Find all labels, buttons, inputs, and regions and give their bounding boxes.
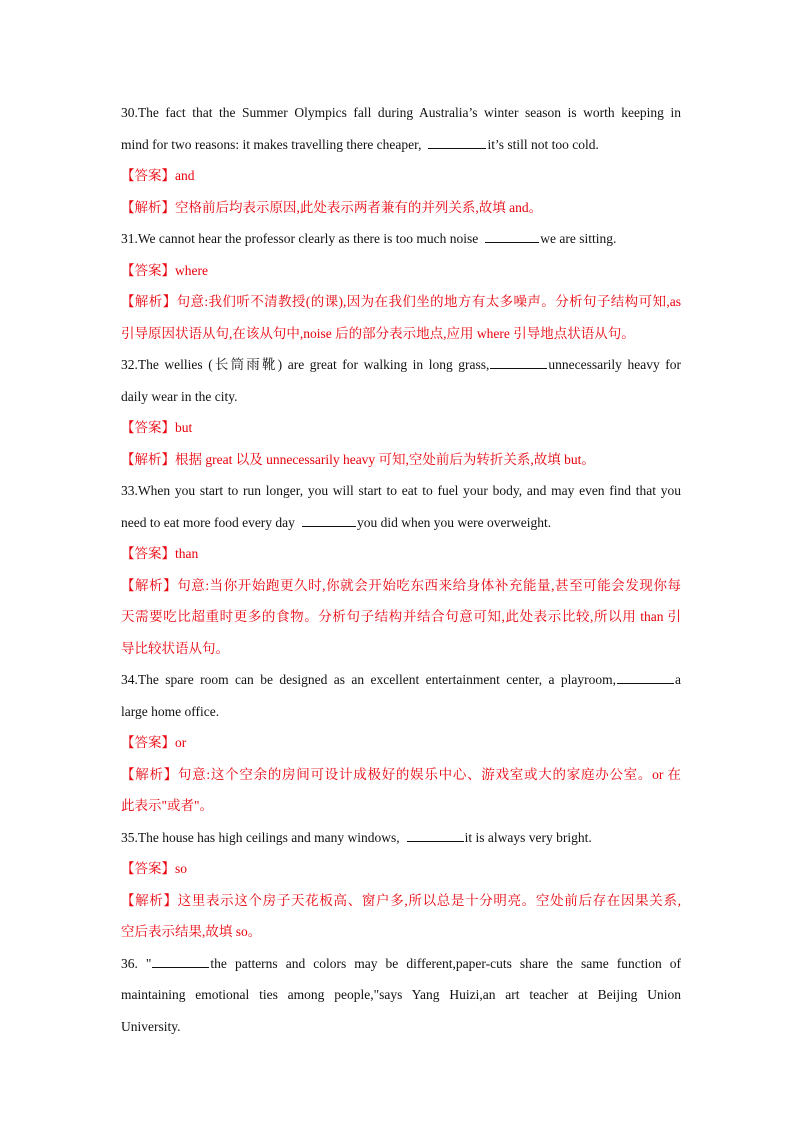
answer-30: 【答案】and [121,168,195,183]
answer-32: 【答案】but [121,420,193,435]
question-32-text-after-blank: unnecessarily heavy for [548,357,681,372]
answer-35: 【答案】so [121,861,188,876]
answer-blank-35 [407,830,464,842]
analysis-33-line-2: 天需要吃比超重时更多的食物。分析句子结构并结合句意可知,此处表示比较,所以用 than 引 [121,609,681,624]
analysis-33-line-1: 【解析】句意:当你开始跑更久时,你就会开始吃东西来给身体补充能量,甚至可能会发现你每 [121,577,681,593]
question-36-line-3: University. [121,1018,181,1034]
question-35-text-after-blank: it is always very bright. [464,829,592,845]
question-33-line-1: 33.When you start to run longer, you will start to eat to fuel your body, and may even find that you [121,483,681,498]
question-33-text-after-blank: you did when you were overweight. [356,514,552,530]
question-33-text-before-blank: need to eat more food every day [121,514,295,530]
analysis-34-line-2: 此表示"或者"。 [121,798,214,813]
answer-blank-34 [617,672,674,684]
answer-31: 【答案】where [121,262,208,278]
analysis-31-line-2: 引导原因状语从句,在该从句中,noise 后的部分表示地点,应用 where 引导地点状语从句。 [121,325,635,341]
question-36-line-1 [121,948,681,980]
question-30-text-before-blank: mind for two reasons: it makes travelling there cheaper, [121,136,422,152]
question-33-line-2 [121,507,681,539]
analysis-32: 【解析】根据 great 以及 unnecessarily heavy 可知,空处前后为转折关系,故填 but。 [121,451,595,467]
question-30-line-1: 30.The fact that the Summer Olympics fall during Australia’s winter season is worth keeping in [121,105,681,120]
answer-blank-36 [152,956,209,968]
document-page [121,97,681,1042]
question-34-text-before-blank: 34.The spare room can be designed as an excellent entertainment center, a playroom, [121,672,616,687]
answer-blank-32 [490,357,547,369]
analysis-35-line-2: 空后表示结果,故填 so。 [121,924,262,939]
question-30-line-2 [121,129,681,161]
question-34-text-after-blank: a [675,672,681,687]
analysis-30: 【解析】空格前后均表示原因,此处表示两者兼有的并列关系,故填 and。 [121,199,543,215]
answer-blank-33 [302,515,356,527]
question-36-text-after-blank: the patterns and colors may be different,paper-cuts share the same function of [210,955,681,971]
analysis-35-line-1: 【解析】这里表示这个房子天花板高、窗户多,所以总是十分明亮。空处前后存在因果关系, [121,892,681,908]
analysis-33-line-3: 导比较状语从句。 [121,640,229,656]
question-34-line-2: large home office. [121,703,220,719]
analysis-31-line-1: 【解析】句意:我们听不清教授(的课),因为在我们坐的地方有太多噪声。分析句子结构可知,as [121,294,681,309]
question-32-text-before-blank: 32.The wellies (长筒雨靴) are great for walking in long grass, [121,357,490,372]
answer-blank-30 [428,137,486,149]
analysis-34-line-1: 【解析】句意:这个空余的房间可设计成极好的娱乐中心、游戏室或大的家庭办公室。or 在 [121,766,681,782]
question-35-line-1 [121,822,681,854]
question-31-text-after-blank: we are sitting. [540,231,617,246]
question-35-text-before-blank: 35.The house has high ceilings and many windows, [121,829,400,845]
question-31-line-1 [121,223,681,255]
question-36-line-2: maintaining emotional ties among people,"says Yang Huizi,an art teacher at Beijing Union [121,987,681,1002]
question-32-line-1 [121,349,681,381]
question-31-text-before-blank: 31.We cannot hear the professor clearly as there is too much noise [121,231,479,246]
question-30-text-after-blank: it’s still not too cold. [487,136,599,152]
answer-33: 【答案】than [121,546,199,561]
question-36-text-before-blank: 36. " [121,955,152,971]
question-32-line-2: daily wear in the city. [121,388,238,404]
answer-blank-31 [485,231,539,243]
question-34-line-1 [121,664,681,696]
answer-34: 【答案】or [121,735,187,750]
